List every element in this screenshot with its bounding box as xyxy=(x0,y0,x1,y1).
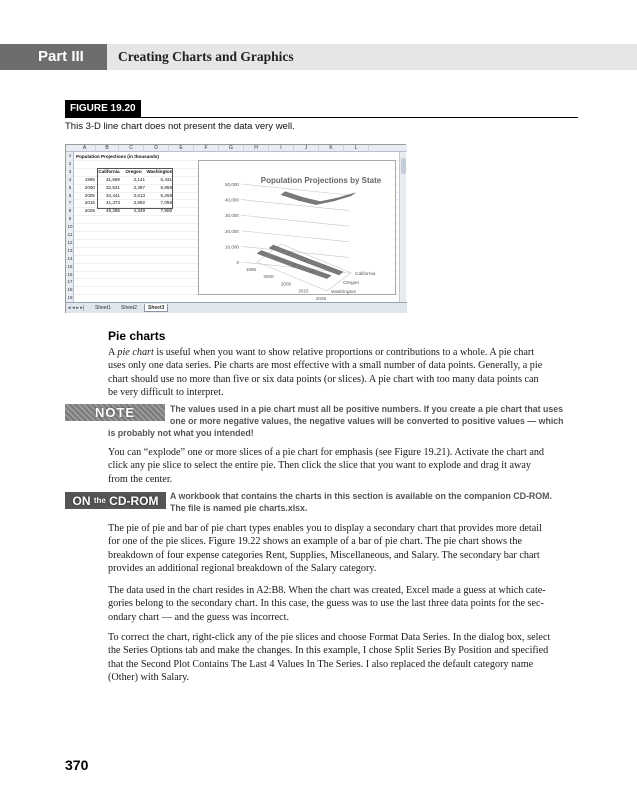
sheet-tabs-bar xyxy=(66,302,407,313)
y-tick-label: 10,000 xyxy=(224,244,239,250)
series-oregon-segment xyxy=(304,259,326,269)
sheet-tab-3[interactable]: Sheet3 xyxy=(144,304,168,312)
series-label-oregon: Oregon xyxy=(343,280,359,286)
chart-area[interactable] xyxy=(198,160,396,301)
table-year-cell[interactable]: 2015 xyxy=(84,200,95,206)
row-header-17[interactable]: 17 xyxy=(67,279,73,285)
y-tick-label: 30,000 xyxy=(224,213,239,219)
table-header-cell[interactable]: Oregon xyxy=(125,168,142,174)
row-header-3[interactable]: 3 xyxy=(68,168,72,174)
x-tick-label: 2025 xyxy=(315,295,327,301)
table-value-cell[interactable]: 3,141 xyxy=(133,176,145,182)
table-year-cell[interactable]: 2025 xyxy=(84,208,95,214)
line-chart-3d xyxy=(199,161,397,301)
sheet-title-cell: Population Projections (in thousands) xyxy=(76,154,159,159)
row-header-7[interactable]: 7 xyxy=(68,200,72,206)
column-header-e[interactable]: E xyxy=(169,145,194,152)
cdrom-line-1: The file is named pie charts.xlsx. xyxy=(170,503,308,513)
table-border xyxy=(97,168,173,209)
cd-rom-icon xyxy=(65,492,166,509)
row-header-15[interactable]: 15 xyxy=(67,263,73,269)
column-header-k[interactable]: K xyxy=(319,145,344,152)
table-year-cell[interactable]: 2000 xyxy=(84,184,95,190)
paragraph-1 xyxy=(108,346,578,399)
series-oregon-segment xyxy=(287,252,309,262)
table-value-cell[interactable]: 32,521 xyxy=(105,184,120,190)
table-value-cell[interactable]: 7,808 xyxy=(160,208,172,214)
x-tick-label: 1995 xyxy=(245,267,257,272)
paragraph-4 xyxy=(108,584,578,624)
series-washington-segment xyxy=(292,263,314,272)
section-heading: Pie charts xyxy=(108,329,166,343)
column-header-l[interactable]: L xyxy=(344,145,369,152)
p1-line-1: uses only one data series. Pie charts are most effective with a small number of data points. Generally, a pie xyxy=(108,360,543,372)
p1-lead: A xyxy=(108,347,118,358)
p2-line-0: You can “explode” one or more slices of a pie chart for emphasis (see Figure 19.21). Activate the chart and xyxy=(108,447,545,458)
series-label-washington: Washington xyxy=(331,289,357,295)
series-washington-segment xyxy=(257,250,279,260)
table-value-cell[interactable]: 4,349 xyxy=(133,208,145,214)
note-line-2: is probably not what you intended! xyxy=(108,428,254,438)
y-tick-label: 20,000 xyxy=(224,228,239,234)
table-header-cell[interactable]: Washington xyxy=(146,168,173,174)
column-header-d[interactable]: D xyxy=(144,145,169,152)
series-label-california: California xyxy=(355,271,376,277)
table-header-cell[interactable]: California xyxy=(98,168,120,174)
vertical-scrollbar[interactable] xyxy=(399,152,406,302)
x-tick-label: 2005 xyxy=(280,281,292,287)
y-tick-label: 0 xyxy=(236,260,239,265)
series-washington-segment xyxy=(275,257,297,267)
gridline xyxy=(241,184,349,195)
row-header-11[interactable]: 11 xyxy=(67,232,73,237)
p1-line-2: chart should use no more than five or six data points (or slices). A pie chart with too many data points can xyxy=(108,373,539,385)
row-header-16[interactable]: 16 xyxy=(67,271,73,277)
p3-line-2: breakdown of four expense categories Rent, Supplies, Miscellaneous, and Salary. The secondary bar chart xyxy=(108,549,540,561)
p3-line-1: for one of the pie slices. Figure 19.22 shows an example of a bar of pie chart. The pie chart shows the xyxy=(108,536,522,548)
cd-icon-cd: CD-ROM xyxy=(109,494,159,508)
row-header-8[interactable]: 8 xyxy=(68,208,72,214)
p5-line-2: that the Second Plot Contains The Last 4 Values In The Series. I also replaced the default category name xyxy=(108,658,534,670)
table-year-cell[interactable]: 2005 xyxy=(84,192,95,198)
p1-term: pie chart xyxy=(117,347,154,358)
row-header-6[interactable]: 6 xyxy=(68,192,72,198)
p1-line-0: is useful when you want to show relative proportions or contributions to a whole. A pie chart xyxy=(153,347,535,358)
x-tick-label: 2000 xyxy=(263,274,274,280)
row-header-14[interactable]: 14 xyxy=(67,255,73,261)
note-line-0: The values used in a pie chart must all be positive numbers. If you create a pie chart that uses xyxy=(170,404,564,414)
column-header-j[interactable]: J xyxy=(294,145,319,152)
paragraph-5 xyxy=(108,631,578,684)
p2-line-1: click any pie slice to select the entire pie. Then click the slice that you want to explode and drag it away xyxy=(108,460,532,472)
row-header-4[interactable]: 4 xyxy=(68,176,72,182)
sheet-nav-arrows-icon[interactable]: ◂ ◂ ▸ ▸| xyxy=(68,305,85,311)
cd-icon-on: ON xyxy=(72,494,91,508)
p1-line-3: be very difficult to interpret. xyxy=(108,386,224,398)
p5-line-1: the Series Options tab and make the changes. In this example, I chose Split Series By Position and specified xyxy=(108,645,549,657)
p4-line-1: gories belong to the secondary chart. In this case, the guess was to use the last three data points for the sec- xyxy=(108,598,544,610)
chart-title: Population Projections by State xyxy=(260,176,382,185)
p3-line-0: The pie of pie and bar of pie chart types enables you to display a secondary chart that provides more detail xyxy=(108,523,542,534)
column-header-g[interactable]: G xyxy=(219,145,244,152)
figure-rule xyxy=(65,117,578,118)
p4-line-2: ondary chart — and the guess was incorrect. xyxy=(108,611,290,623)
p5-line-0: To correct the chart, right-click any of the pie slices and choose Format Data Series. In the dialog box, select xyxy=(108,632,551,643)
gridline xyxy=(241,231,349,242)
table-year-cell[interactable]: 1995 xyxy=(84,176,95,182)
sheet-tab-1[interactable]: Sheet1 xyxy=(95,305,111,311)
row-header-10[interactable]: 10 xyxy=(67,224,73,230)
note-line-1: one or more negative values, the negative values will be converted to positive values — which xyxy=(170,416,564,426)
figure-label: FIGURE 19.20 xyxy=(65,100,141,117)
y-tick-label: 50,000 xyxy=(224,182,239,187)
part-label: Part III xyxy=(38,48,84,65)
table-value-cell[interactable]: 7,058 xyxy=(160,200,172,206)
page-header xyxy=(0,44,637,70)
row-header-9[interactable]: 9 xyxy=(68,216,72,222)
cd-icon-the: the xyxy=(93,496,106,505)
column-header-a[interactable]: A xyxy=(74,145,96,152)
column-header-b[interactable]: B xyxy=(96,145,119,152)
sheet-tab-2[interactable]: Sheet2 xyxy=(121,305,137,311)
paragraph-2 xyxy=(108,446,578,486)
page-number: 370 xyxy=(65,757,89,773)
row-header-19[interactable]: 19 xyxy=(67,295,73,301)
table-value-cell[interactable]: 41,373 xyxy=(105,200,120,206)
series-california-segment xyxy=(299,197,321,204)
table-value-cell[interactable]: 6,258 xyxy=(160,192,172,198)
gridline xyxy=(241,215,349,226)
series-california-segment xyxy=(281,192,303,201)
row-header-2[interactable]: 2 xyxy=(68,160,72,166)
excel-screenshot xyxy=(65,144,406,313)
row-header-18[interactable]: 18 xyxy=(67,287,73,293)
scroll-thumb[interactable] xyxy=(401,158,406,174)
table-value-cell[interactable]: 3,992 xyxy=(133,200,145,206)
column-header-h[interactable]: H xyxy=(244,145,269,152)
figure-caption: This 3-D line chart does not present the data very well. xyxy=(65,121,295,132)
note-icon: NOTE xyxy=(65,404,165,421)
row-headers xyxy=(66,152,74,302)
column-header-f[interactable]: F xyxy=(194,145,219,152)
table-value-cell[interactable]: 3,397 xyxy=(133,184,145,190)
table-value-cell[interactable]: 5,858 xyxy=(160,184,172,190)
table-value-cell[interactable]: 49,285 xyxy=(105,208,120,214)
column-header-c[interactable]: C xyxy=(119,145,144,152)
row-header-13[interactable]: 13 xyxy=(67,247,73,253)
paragraph-3 xyxy=(108,522,578,575)
row-header-12[interactable]: 12 xyxy=(67,239,73,245)
column-header-i[interactable]: I xyxy=(269,145,294,152)
p3-line-3: provides an additional regional breakdown of the Salary category. xyxy=(108,562,377,574)
row-header-1[interactable]: 1 xyxy=(68,153,72,158)
x-tick-label: 2015 xyxy=(298,288,309,294)
p5-line-3: (Other) with Salary. xyxy=(108,671,190,683)
p2-line-2: from the center. xyxy=(108,473,173,485)
table-value-cell[interactable]: 34,441 xyxy=(105,192,120,198)
p4-line-0: The data used in the chart resides in A2:B8. When the chart was created, Excel made a guess at which cate- xyxy=(108,585,546,596)
part-box xyxy=(0,44,107,70)
table-value-cell[interactable]: 5,431 xyxy=(160,176,172,182)
row-header-5[interactable]: 5 xyxy=(68,184,72,190)
table-value-cell[interactable]: 3,613 xyxy=(133,192,145,198)
cdrom-line-0: A workbook that contains the charts in this section is available on the companion CD-ROM. xyxy=(170,491,552,501)
column-headers xyxy=(66,145,407,152)
y-tick-label: 40,000 xyxy=(224,197,239,203)
chapter-title: Creating Charts and Graphics xyxy=(118,49,294,64)
table-value-cell[interactable]: 31,589 xyxy=(105,176,120,182)
